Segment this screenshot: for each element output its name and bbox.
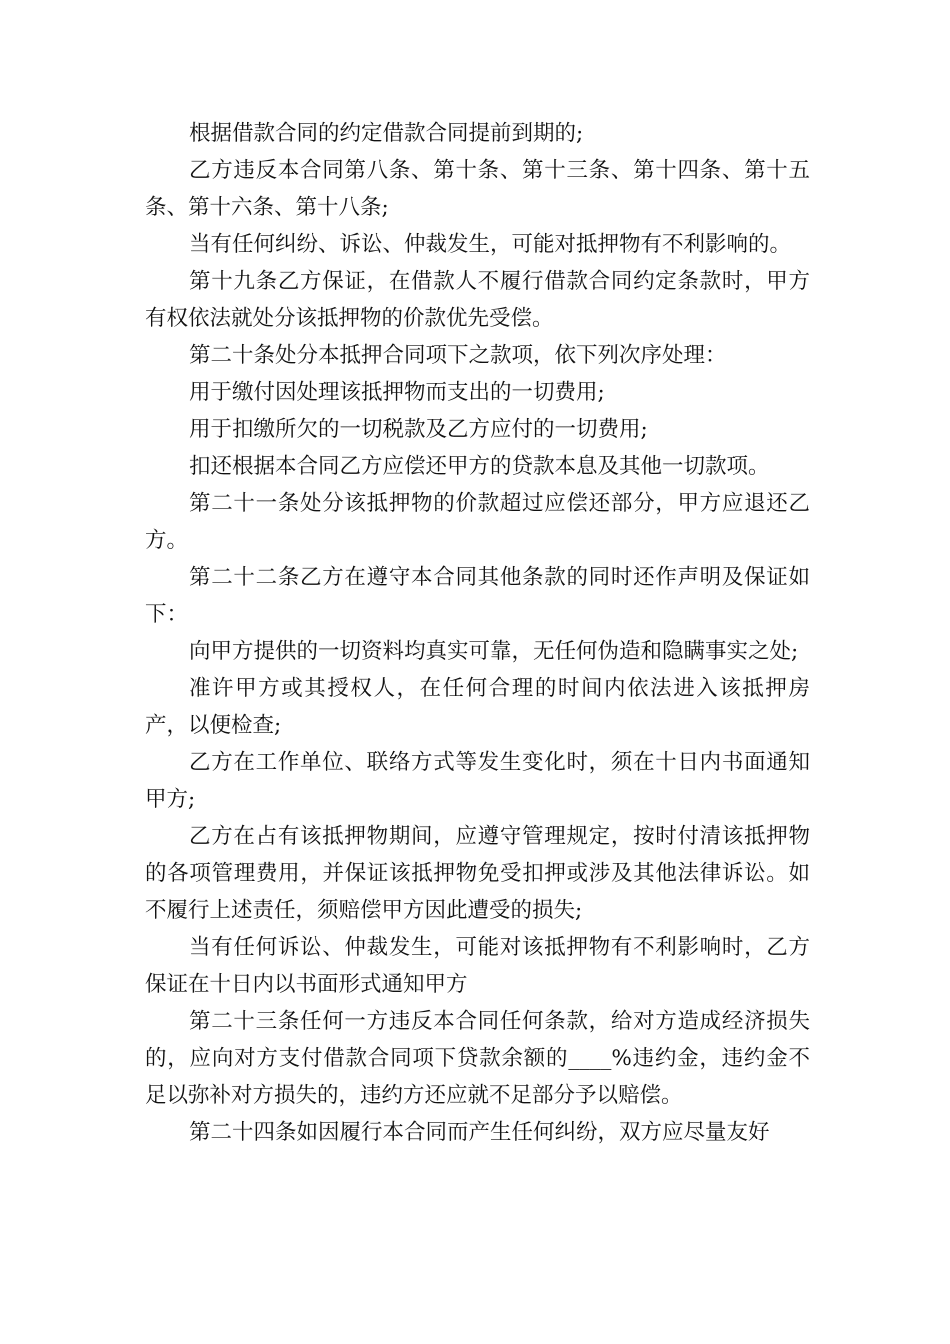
paragraph-loan-early-maturity: 根据借款合同的约定借款合同提前到期的;	[189, 121, 584, 146]
paragraph-article-20-item-1: 用于缴付因处理该抵押物而支出的一切费用;	[189, 380, 605, 405]
paragraph-article-22: 第二十二条乙方在遵守本合同其他条款的同时还作声明及保证如下：	[145, 565, 810, 627]
document-body	[145, 115, 810, 1151]
paragraph-article-24: 第二十四条如因履行本合同而产生任何纠纷，双方应尽量友好	[189, 1120, 770, 1145]
paragraph-article-22-item-1: 向甲方提供的一切资料均真实可靠，无任何伪造和隐瞒事实之处;	[189, 639, 799, 664]
paragraph-article-22-item-2: 准许甲方或其授权人，在任何合理的时间内依法进入该抵押房产，以便检查;	[145, 676, 810, 738]
paragraph-article-20: 第二十条处分本抵押合同项下之款项，依下列次序处理：	[189, 343, 727, 368]
paragraph-article-22-item-5: 当有任何诉讼、仲裁发生，可能对该抵押物有不利影响时，乙方保证在十日内以书面形式通知甲方	[145, 935, 810, 997]
paragraph-dispute-adverse-effect: 当有任何纠纷、诉讼、仲裁发生，可能对抵押物有不利影响的。	[189, 232, 792, 257]
paragraph-article-22-item-3: 乙方在工作单位、联络方式等发生变化时，须在十日内书面通知甲方;	[145, 750, 810, 812]
paragraph-article-20-item-3: 扣还根据本合同乙方应偿还甲方的贷款本息及其他一切款项。	[189, 454, 770, 479]
paragraph-article-20-item-2: 用于扣缴所欠的一切税款及乙方应付的一切费用;	[189, 417, 648, 442]
paragraph-article-22-item-4: 乙方在占有该抵押物期间，应遵守管理规定，按时付清该抵押物的各项管理费用，并保证该抵押物免受扣押或涉及其他法律诉讼。如不履行上述责任，须赔偿甲方因此遭受的损失;	[145, 824, 810, 923]
paragraph-article-21: 第二十一条处分该抵押物的价款超过应偿还部分，甲方应退还乙方。	[145, 491, 810, 553]
paragraph-article-19: 第十九条乙方保证，在借款人不履行借款合同约定条款时，甲方有权依法就处分该抵押物的价款优先受偿。	[145, 269, 810, 331]
paragraph-party-b-violation: 乙方违反本合同第八条、第十条、第十三条、第十四条、第十五条、第十六条、第十八条;	[145, 158, 810, 220]
paragraph-article-23: 第二十三条任何一方违反本合同任何条款，给对方造成经济损失的，应向对方支付借款合同项下贷款余额的____%违约金，违约金不足以弥补对方损失的，违约方还应就不足部分予以赔偿。	[145, 1009, 810, 1108]
